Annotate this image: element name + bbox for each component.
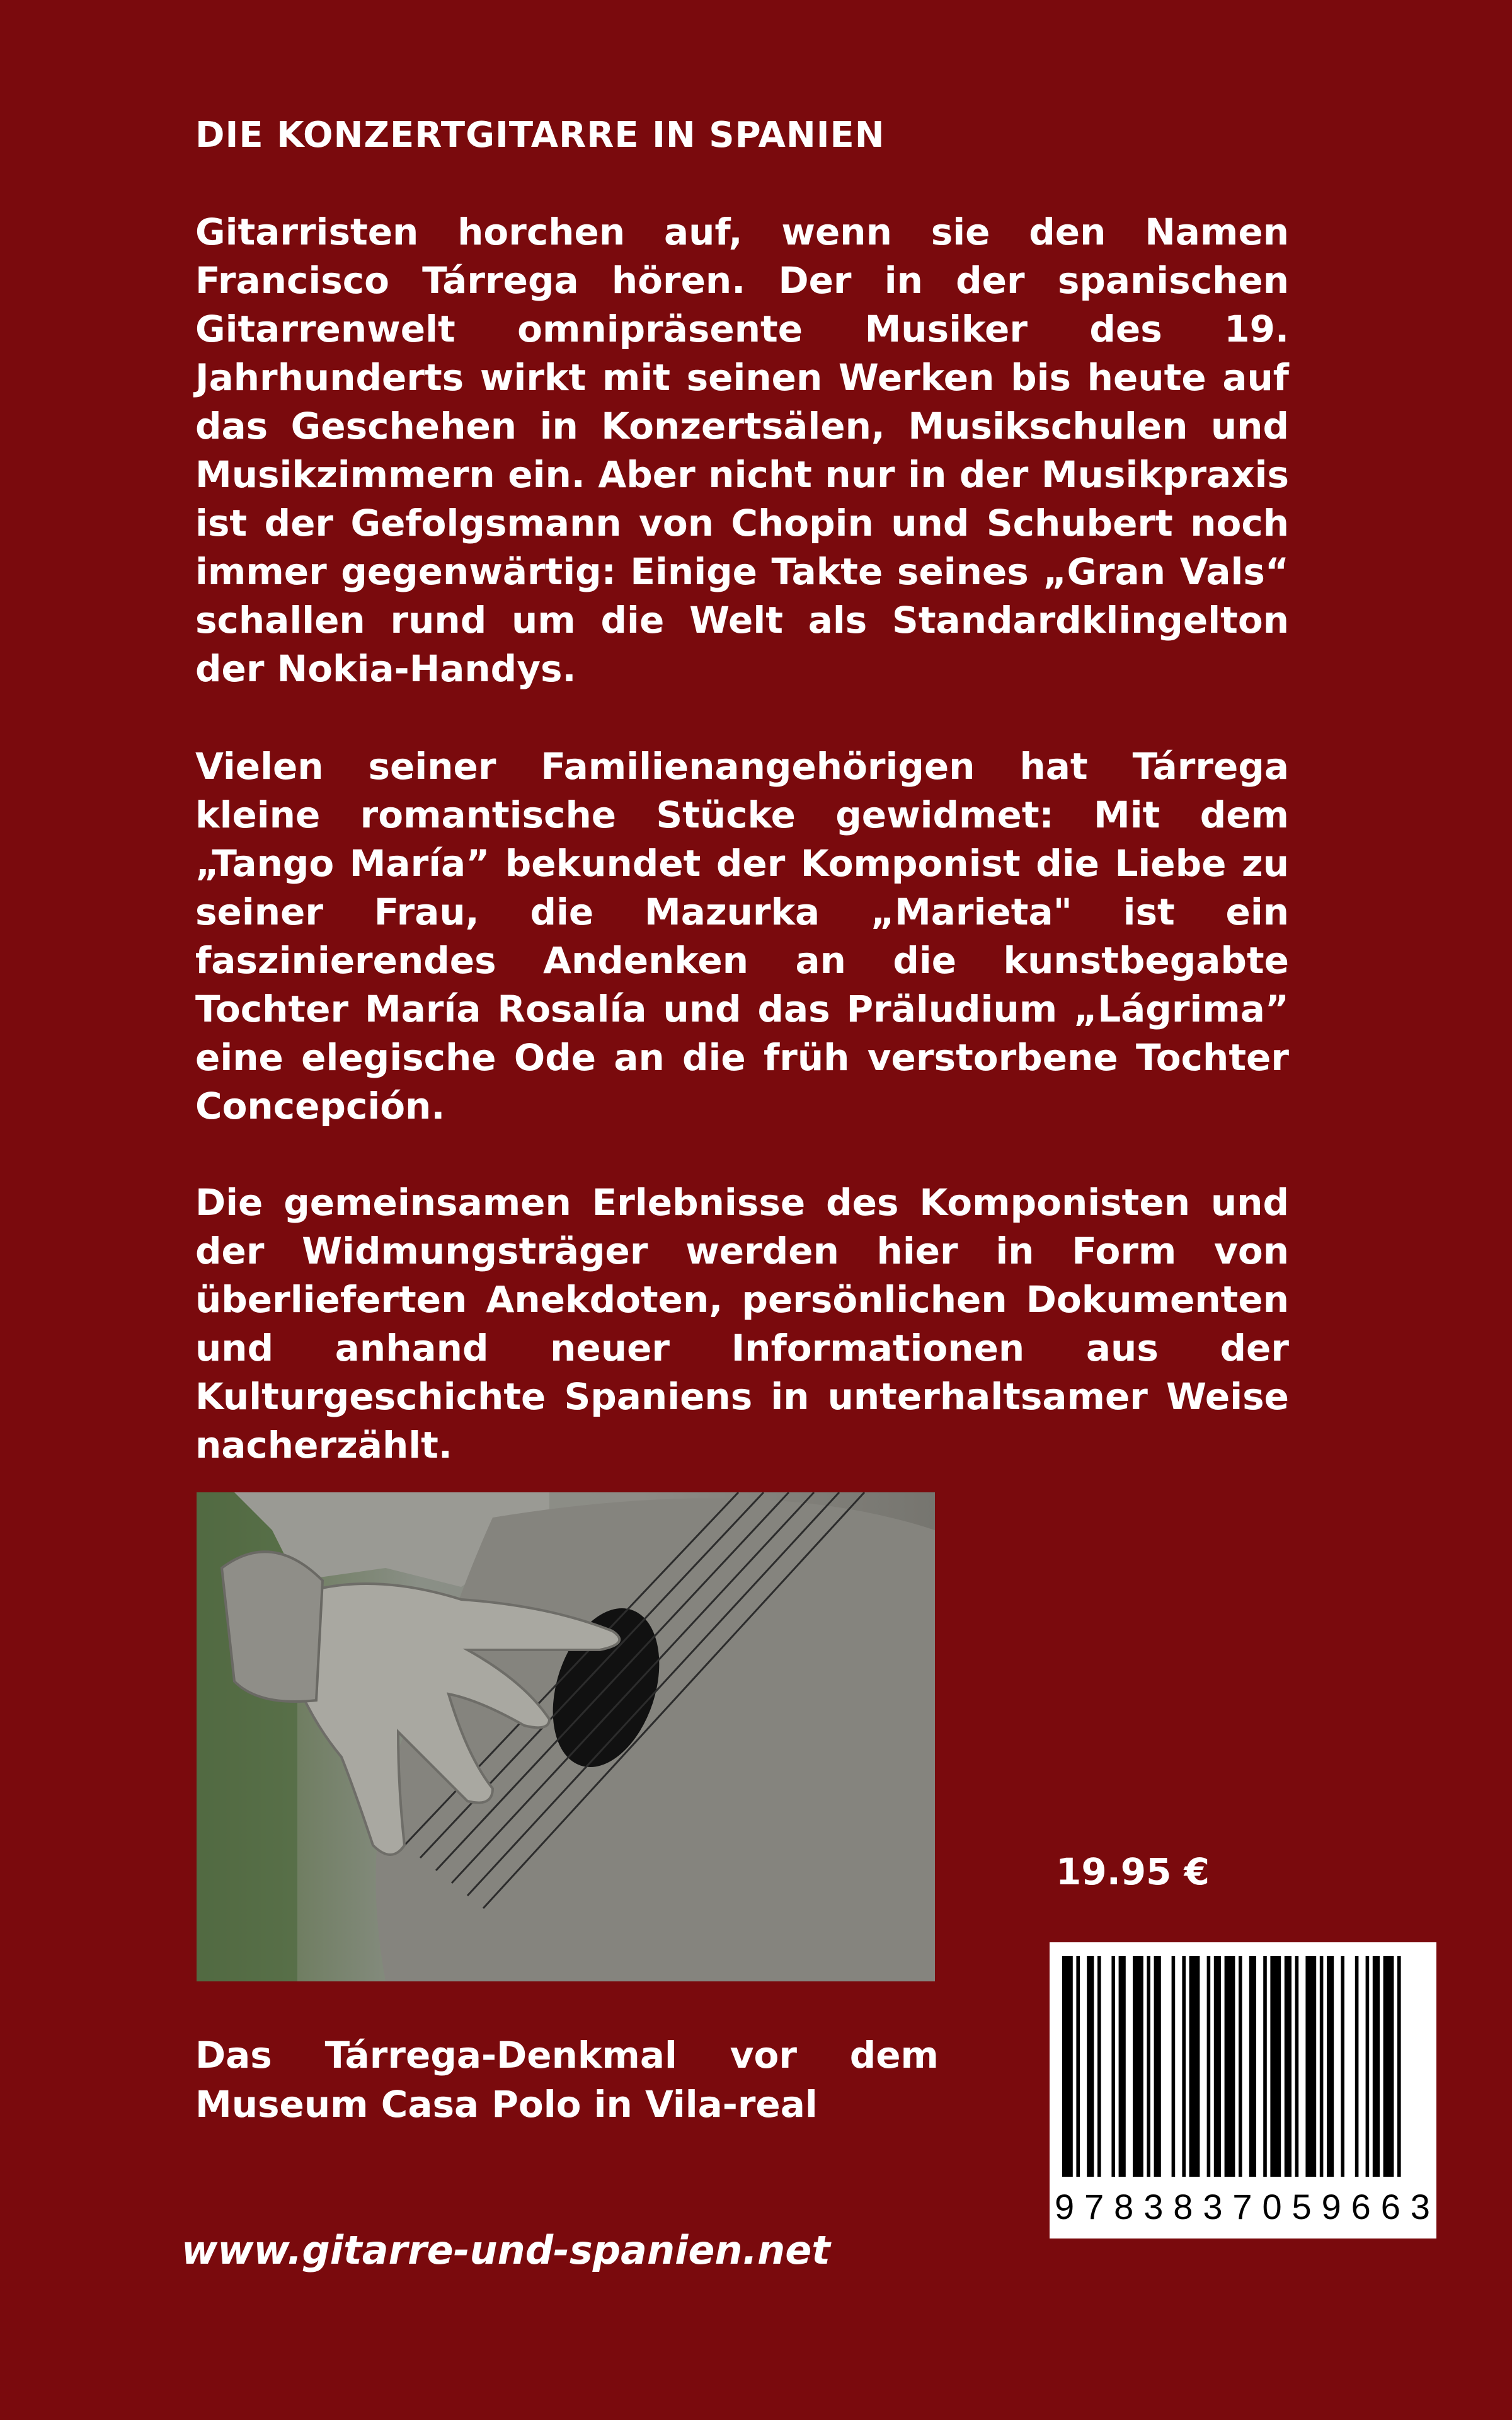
barcode-bar <box>1111 1956 1115 2177</box>
barcode-bar <box>1239 1956 1242 2177</box>
isbn-barcode <box>1050 1942 1436 2238</box>
isbn-digit: 6 <box>1380 2187 1402 2227</box>
isbn-digit: 8 <box>1173 2187 1194 2227</box>
barcode-bar <box>1097 1956 1101 2177</box>
isbn-digit: 5 <box>1292 2187 1313 2227</box>
barcode-bar <box>1225 1956 1235 2177</box>
barcode-bar <box>1355 1956 1359 2177</box>
barcode-bar <box>1249 1956 1256 2177</box>
barcode-bar <box>1397 1956 1401 2177</box>
barcode-bar <box>1295 1956 1299 2177</box>
isbn-digits <box>1055 2186 1431 2227</box>
barcode-bar <box>1087 1956 1094 2177</box>
isbn-digit: 3 <box>1203 2187 1224 2227</box>
paragraph-family: Vielen seiner Familienangehörigen hat Tárrega kleine romantische Stücke gewidmet: Mit dem „Tango María” bekundet der Komponist die Liebe zu seiner Frau, die Mazurka „Marieta" ist ein faszinierendes Andenken an die kunstbegabte Tochter María Rosalía und das Präludium „Lágrima” eine elegische Ode an die früh verstorbene Tochter Concepción. <box>195 745 1289 1127</box>
barcode-bar <box>1147 1956 1150 2177</box>
barcode-bar <box>1341 1956 1344 2177</box>
barcode-bar <box>1076 1956 1080 2177</box>
isbn-digit: 9 <box>1321 2187 1343 2227</box>
paragraph-intro: Gitarristen horchen auf, wenn sie den Namen Francisco Tárrega hören. Der in der spanischen Gitarrenwelt omnipräsente Musiker des 19. Jahrhunderts wirkt mit seinen Werken bis heute auf das Geschehen in Konzertsälen, Musikschulen und Musikzimmern ein. Aber nicht nur in der Musikpraxis ist der Gefolgsmann von Chopin und Schubert noch immer gegenwärtig: Einige Takte seines „Gran Vals“ schallen rund um die Welt als Standardklingelton der Nokia-Handys. <box>195 210 1289 690</box>
barcode-bar <box>1383 1956 1394 2177</box>
isbn-digit: 7 <box>1084 2187 1106 2227</box>
barcode-bar <box>1189 1956 1200 2177</box>
isbn-digit: 7 <box>1232 2187 1254 2227</box>
barcode-bar <box>1270 1956 1281 2177</box>
barcode-bar <box>1327 1956 1334 2177</box>
barcode-bar <box>1366 1956 1370 2177</box>
isbn-digit: 6 <box>1351 2187 1372 2227</box>
isbn-digit: 0 <box>1262 2187 1283 2227</box>
barcode-bar <box>1133 1956 1143 2177</box>
barcode-bars-icon <box>1062 1956 1424 2177</box>
website-url: www.gitarre-und-spanien.net <box>181 2227 830 2273</box>
guitar-statue-photo <box>197 1492 935 1981</box>
barcode-bar <box>1207 1956 1211 2177</box>
barcode-bar <box>1214 1956 1221 2177</box>
barcode-bar <box>1182 1956 1186 2177</box>
barcode-bar <box>1285 1956 1292 2177</box>
barcode-bar <box>1172 1956 1176 2177</box>
isbn-digit: 3 <box>1410 2187 1431 2227</box>
isbn-digit: 8 <box>1114 2187 1135 2227</box>
paragraph-anecdotes: Die gemeinsamen Erlebnisse des Komponisten und der Widmungsträger werden hier in Form von überlieferten Anekdoten, persönlichen Dokumenten und anhand neuer Informationen aus der Kulturgeschichte Spaniens in unterhaltsamer Weise nacherzählt. <box>195 1181 1289 1466</box>
barcode-bar <box>1062 1956 1073 2177</box>
barcode-bar <box>1305 1956 1316 2177</box>
barcode-bar <box>1320 1956 1324 2177</box>
isbn-digit: 3 <box>1143 2187 1165 2227</box>
barcode-bar <box>1119 1956 1126 2177</box>
photo-caption: Das Tárrega-Denkmal vor dem Museum Casa Polo in Vila-real <box>195 2034 939 2126</box>
barcode-bar <box>1154 1956 1161 2177</box>
back-cover-heading: DIE KONZERTGITARRE IN SPANIEN <box>195 115 885 156</box>
price-label: 19.95 € <box>1056 1850 1210 1893</box>
barcode-bar <box>1373 1956 1380 2177</box>
barcode-bar <box>1263 1956 1267 2177</box>
isbn-digit: 9 <box>1055 2187 1076 2227</box>
